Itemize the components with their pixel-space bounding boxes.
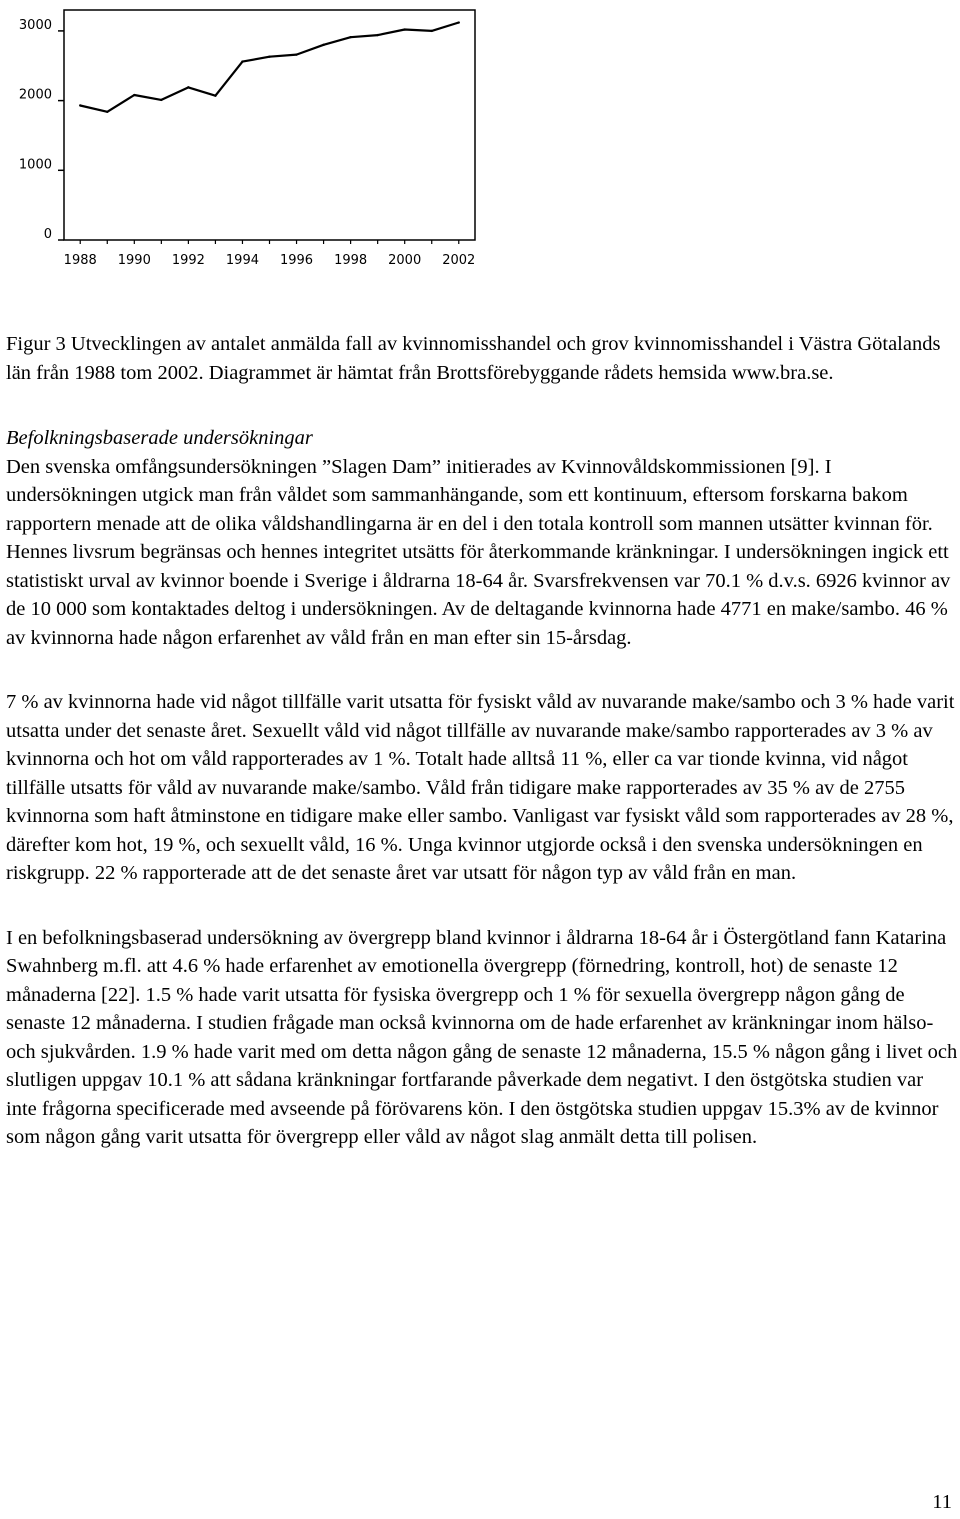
x-tick-label: 1994 bbox=[225, 253, 260, 268]
figure-caption: Figur 3 Utvecklingen av antalet anmälda fall av kvinnomisshandel och grov kvinnomisshandel i Västra Götalands län från 1988 tom 2002. Diagrammet är hämtat från Brottsförebyggande rådets hemsida www.bra.se. bbox=[6, 333, 941, 384]
data-point bbox=[79, 104, 81, 106]
body-paragraph: I en befolkningsbaserad undersökning av övergrepp bland kvinnor i åldrarna 18-64 år i Östergötland fann Katarina Swahnberg m.fl. att 4.6 % hade erfarenhet av emotionella övergrepp (förnedring, kontroll, hot) de senaste 12 månaderna [22]. 1.5 % hade varit utsatta för fysiska övergrepp och 1 % för sexuella övergrepp någon gång de senaste 12 månaderna. I studien frågade man också kvinnorna om de hade erfarenhet av kränkningar inom hälso- och sjukvården. 1.9 % hade varit med om detta någon gång de senaste 12 månaderna, 15.5 % någon gång i livet och slutligen uppgav 10.1 % att sådana kränkningar fortfarande påverkade dem negativt. I den östgötska studien var inte frågorna specificerade med avseende på förövarens kön. I den östgötska studien uppgav 15.3% av de kvinnor som någon gång varit utsatta för övergrepp eller våld av något slag anmält detta till polisen. bbox=[6, 926, 958, 1148]
plot-frame bbox=[64, 10, 475, 240]
x-tick-label: 1990 bbox=[117, 253, 151, 268]
data-point bbox=[458, 21, 460, 23]
y-tick-label: 2000 bbox=[18, 87, 52, 103]
chart-ticks bbox=[19, 18, 475, 268]
x-tick-label: 1996 bbox=[279, 253, 314, 268]
body-paragraph: 7 % av kvinnorna hade vid något tillfälle varit utsatta för fysiskt våld av nuvarande make/sambo och 3 % hade varit utsatta under det senaste året. Sexuellt våld vid något tillfälle av nuvarande make/sambo rapporterades av 3 % av kvinnorna och hot om våld rapporterades av 1 %. Totalt hade alltså 11 %, eller ca var tionde kvinna, vid något tillfälle utsatts för våld av nuvarande make/sambo. Våld från tidigare make rapporterades av 35 % av de 2755 kvinnorna som haft åtminstone en tidigare make eller sambo. Vanligast var fysiskt våld som rapporterades av 28 %, därefter kom hot, 19 %, och sexuellt våld, 16 %. Unga kvinnor utgjorde också i den svenska undersökningen en riskgrupp. 22 % rapporterade att de det senaste året var utsatt för någon typ av våld från en man. bbox=[6, 691, 955, 884]
document-body bbox=[6, 330, 958, 1152]
data-point bbox=[322, 44, 324, 46]
reported-cases-line-chart bbox=[0, 0, 480, 275]
series-line bbox=[80, 23, 459, 112]
x-tick-label: 1988 bbox=[63, 253, 97, 268]
data-point bbox=[133, 94, 135, 96]
data-point bbox=[349, 36, 351, 38]
page-number: 11 bbox=[932, 1491, 952, 1513]
y-tick-label: 0 bbox=[43, 227, 52, 242]
data-point bbox=[187, 86, 189, 88]
y-tick-label: 3000 bbox=[18, 17, 52, 33]
x-tick-label: 1998 bbox=[334, 253, 368, 268]
chart-axes bbox=[64, 10, 475, 240]
data-point bbox=[106, 111, 108, 113]
body-paragraph: Den svenska omfångsundersökningen ”Slagen Dam” initierades av Kvinnovåldskommissionen [9]. I undersökningen utgick man från våldet som sammanhängande, som ett kontinuum, eftersom forskarna bakom rapportern menade att de olika våldshandlingarna är en del i den totala kontroll som mannen utsätter kvinnan för. Hennes livsrum begränsas och hennes integritet utsätts för återkommande kränkningar. I undersökningen ingick ett statistiskt urval av kvinnor boende i Sverige i åldrarna 18-64 år. Svarsfrekvensen var 70.1 % d.v.s. 6926 kvinnor av de 10 000 som kontaktades deltog i undersökningen. Av de deltagande kvinnorna hade 4771 en make/sambo. 46 % av kvinnorna hade någon erfarenhet av våld från en man efter sin 15-årsdag. bbox=[6, 455, 951, 649]
data-point bbox=[431, 30, 433, 32]
x-tick-label: 2002 bbox=[442, 253, 476, 268]
x-tick-label: 1992 bbox=[171, 253, 205, 268]
data-point bbox=[214, 95, 216, 97]
data-point bbox=[160, 99, 162, 101]
x-tick-label: 2000 bbox=[388, 253, 422, 268]
y-tick-label: 1000 bbox=[18, 157, 52, 173]
section-heading: Befolkningsbaserade undersökningar bbox=[6, 427, 313, 449]
data-point bbox=[295, 53, 297, 55]
data-point bbox=[241, 60, 243, 62]
data-point bbox=[376, 34, 378, 36]
data-point bbox=[403, 28, 405, 30]
chart-series bbox=[79, 21, 460, 113]
data-point bbox=[268, 55, 270, 57]
